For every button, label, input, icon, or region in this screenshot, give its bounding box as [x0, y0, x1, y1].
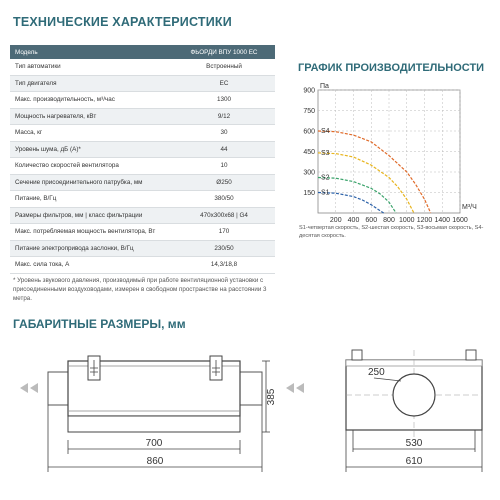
spec-label: Питание, В/Гц [10, 191, 173, 208]
chart-x-tick-label: 200 [329, 217, 342, 224]
spec-label: Количество скоростей вентилятора [10, 158, 173, 175]
chart-x-tick-label: 1000 [398, 217, 415, 224]
spec-value: 380/50 [173, 191, 275, 208]
dim-width-inner: 530 [405, 438, 423, 449]
spec-value: EC [173, 75, 275, 92]
spec-label: Сечение присоединительного патрубка, мм [10, 174, 173, 191]
airflow-arrow-icon [286, 383, 294, 393]
header-label: Модель [10, 45, 173, 59]
spec-label: Размеры фильтров, мм | класс фильтрации [10, 207, 173, 224]
spec-value: Ø250 [173, 174, 275, 191]
dim-length-total: 860 [146, 456, 164, 467]
spec-label: Питание электропривода заслонки, В/Гц [10, 240, 173, 257]
chart-y-tick-label: 900 [303, 87, 315, 95]
chart-y-tick-label: 600 [303, 128, 315, 136]
chart-x-tick-label: 800 [383, 217, 395, 224]
chart-y-tick-label: 150 [303, 190, 315, 197]
spec-value: 1300 [173, 92, 275, 109]
chart-title: ГРАФИК ПРОИЗВОДИТЕЛЬНОСТИ [298, 62, 485, 74]
airflow-arrow-icon [296, 383, 304, 393]
dim-length-inner: 700 [145, 438, 163, 449]
chart-y-tick-label: 750 [303, 108, 315, 115]
inlet-duct [48, 372, 70, 405]
chart-x-tick-label: 1600 [452, 217, 468, 224]
spec-value: 470x300x68 | G4 [173, 207, 275, 224]
spec-label: Макс. сила тока, А [10, 257, 173, 274]
chart-x-axis-label: М³/Ч [462, 204, 477, 211]
spec-value: 230/50 [173, 240, 275, 257]
chart-x-tick-label: 1400 [434, 217, 451, 224]
dim-width-total: 610 [405, 456, 423, 467]
chart-series-label: S3 [321, 149, 330, 157]
airflow-arrow-icon [30, 383, 38, 393]
header-model: ФЬОРДИ ВПУ 1000 ЕС [173, 45, 275, 59]
chart-y-tick-label: 300 [303, 169, 315, 177]
chart-series-label: S1 [321, 189, 330, 197]
spec-value: 170 [173, 224, 275, 241]
spec-label: Макс. потребляемая мощность вентилятора, Вт [10, 224, 173, 241]
side-view [20, 356, 304, 472]
specs-heading: ТЕХНИЧЕСКИЕ ХАРАКТЕРИСТИКИ [13, 15, 232, 29]
spec-value: Встроенный [173, 59, 275, 75]
spec-value: 9/12 [173, 108, 275, 125]
airflow-arrow-icon [20, 383, 28, 393]
chart-x-tick-label: 400 [347, 217, 360, 224]
spec-label: Макс. производительность, м³/час [10, 92, 173, 109]
dim-height: 385 [266, 388, 277, 406]
noise-footnote: * Уровень звукового давления, производимый при работе вентиляционной установки с присоединенными воздуховодами, измерен в свободном пространстве на расстоянии 3 метра. [13, 277, 267, 302]
chart-x-tick-label: 600 [365, 217, 378, 224]
chart-series-label: S4 [321, 128, 330, 135]
spec-label: Тип автоматики [10, 59, 173, 75]
spec-label: Мощность нагревателя, кВт [10, 108, 173, 125]
chart-y-tick-label: 450 [303, 149, 315, 156]
spec-value: 14,3/18,8 [173, 257, 275, 274]
spec-label: Масса, кг [10, 125, 173, 142]
chart-y-axis-label: Па [320, 83, 329, 90]
dimensions-heading: ГАБАРИТНЫЕ РАЗМЕРЫ, мм [13, 317, 186, 331]
duct-opening [393, 374, 435, 416]
outlet-duct [238, 372, 262, 405]
spec-label: Тип двигателя [10, 75, 173, 92]
spec-value: 44 [173, 141, 275, 158]
front-view [346, 350, 482, 472]
spec-label: Уровень шума, дБ (А)* [10, 141, 173, 158]
spec-value: 30 [173, 125, 275, 142]
chart-legend-text: S1-четвертая скорость, S2-шестая скорость, S3-восьмая скорость, S4-десятая скорость. [299, 225, 484, 239]
chart-series-label: S2 [321, 174, 330, 182]
spec-value: 10 [173, 158, 275, 175]
dim-duct-diameter: 250 [368, 367, 385, 378]
chart-x-tick-label: 1200 [416, 217, 433, 224]
